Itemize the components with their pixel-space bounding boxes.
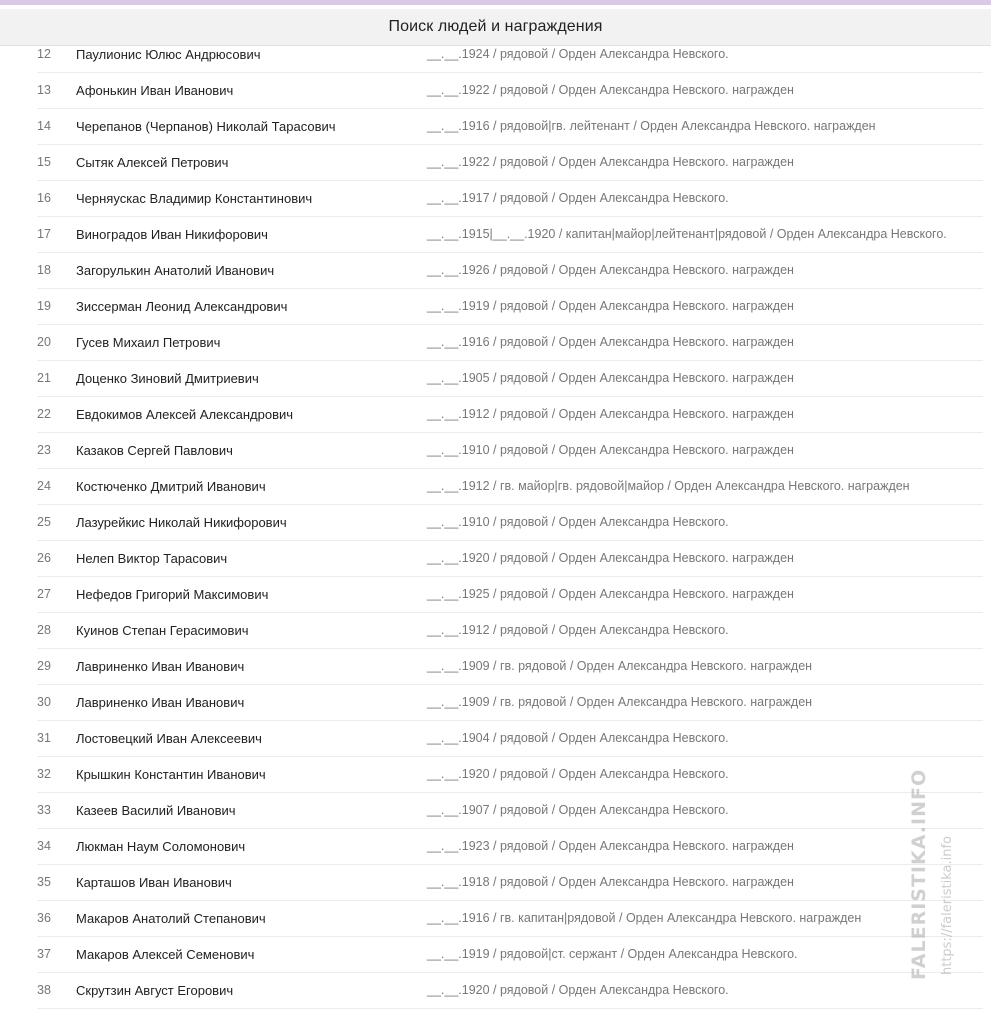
person-details: __.__.1904 / рядовой / Орден Александра Невского. <box>427 731 729 745</box>
person-name-link[interactable]: Загорулькин Анатолий Иванович <box>76 263 275 278</box>
list-item[interactable] <box>37 433 983 469</box>
row-number: 27 <box>37 587 51 601</box>
row-number: 33 <box>37 803 51 817</box>
person-details: __.__.1912 / рядовой / Орден Александра Невского. <box>427 623 729 637</box>
person-details: __.__.1910 / рядовой / Орден Александра Невского. <box>427 515 729 529</box>
list-item[interactable] <box>37 469 983 505</box>
row-number: 36 <box>37 911 51 925</box>
row-number: 21 <box>37 371 51 385</box>
person-details: __.__.1923 / рядовой / Орден Александра Невского. награжден <box>427 839 794 853</box>
person-details: __.__.1917 / рядовой / Орден Александра Невского. <box>427 191 729 205</box>
row-number: 13 <box>37 83 51 97</box>
list-item[interactable] <box>37 829 983 865</box>
row-number: 12 <box>37 47 51 61</box>
row-number: 32 <box>37 767 51 781</box>
row-number: 29 <box>37 659 51 673</box>
person-details: __.__.1916 / рядовой|гв. лейтенант / Орден Александра Невского. награжден <box>427 119 876 133</box>
row-number: 24 <box>37 479 51 493</box>
person-details: __.__.1916 / гв. капитан|рядовой / Орден Александра Невского. награжден <box>427 911 862 925</box>
results-list <box>37 37 983 1009</box>
row-number: 25 <box>37 515 51 529</box>
person-details: __.__.1919 / рядовой / Орден Александра Невского. награжден <box>427 299 794 313</box>
person-details: __.__.1916 / рядовой / Орден Александра Невского. награжден <box>427 335 794 349</box>
person-name-link[interactable]: Карташов Иван Иванович <box>76 875 232 890</box>
person-name-link[interactable]: Казеев Василий Иванович <box>76 803 236 818</box>
list-item[interactable] <box>37 937 983 973</box>
list-item[interactable] <box>37 325 983 361</box>
person-details: __.__.1910 / рядовой / Орден Александра Невского. награжден <box>427 443 794 457</box>
person-details: __.__.1912 / рядовой / Орден Александра Невского. награжден <box>427 407 794 421</box>
person-name-link[interactable]: Черепанов (Черпанов) Николай Тарасович <box>76 119 336 134</box>
row-number: 16 <box>37 191 51 205</box>
person-name-link[interactable]: Лостовецкий Иван Алексеевич <box>76 731 262 746</box>
row-number: 28 <box>37 623 51 637</box>
person-details: __.__.1924 / рядовой / Орден Александра Невского. <box>427 47 729 61</box>
page-header <box>0 9 991 46</box>
person-name-link[interactable]: Нелеп Виктор Тарасович <box>76 551 228 566</box>
person-name-link[interactable]: Лазурейкис Николай Никифорович <box>76 515 287 530</box>
list-item[interactable] <box>37 793 983 829</box>
list-item[interactable] <box>37 109 983 145</box>
person-name-link[interactable]: Гусев Михаил Петрович <box>76 335 221 350</box>
person-name-link[interactable]: Люкман Наум Соломонович <box>76 839 246 854</box>
row-number: 35 <box>37 875 51 889</box>
person-name-link[interactable]: Евдокимов Алексей Александрович <box>76 407 294 422</box>
person-details: __.__.1920 / рядовой / Орден Александра Невского. <box>427 983 729 997</box>
list-item[interactable] <box>37 901 983 937</box>
row-number: 23 <box>37 443 51 457</box>
person-name-link[interactable]: Макаров Алексей Семенович <box>76 947 255 962</box>
list-item[interactable] <box>37 253 983 289</box>
person-details: __.__.1925 / рядовой / Орден Александра Невского. награжден <box>427 587 794 601</box>
person-name-link[interactable]: Сытяк Алексей Петрович <box>76 155 229 170</box>
row-number: 15 <box>37 155 51 169</box>
watermark-url: https://faleristika.info <box>940 836 955 975</box>
list-item[interactable] <box>37 757 983 793</box>
list-item[interactable] <box>37 541 983 577</box>
row-number: 30 <box>37 695 51 709</box>
person-name-link[interactable]: Нефедов Григорий Максимович <box>76 587 269 602</box>
page-title: Поиск людей и награждения <box>388 18 603 35</box>
row-number: 38 <box>37 983 51 997</box>
list-item[interactable] <box>37 181 983 217</box>
person-name-link[interactable]: Костюченко Дмитрий Иванович <box>76 479 266 494</box>
person-name-link[interactable]: Зиссерман Леонид Александрович <box>76 299 288 314</box>
person-name-link[interactable]: Лавриненко Иван Иванович <box>76 659 245 674</box>
person-details: __.__.1909 / гв. рядовой / Орден Александра Невского. награжден <box>427 695 813 709</box>
row-number: 34 <box>37 839 51 853</box>
person-name-link[interactable]: Доценко Зиновий Дмитриевич <box>76 371 259 386</box>
row-number: 26 <box>37 551 51 565</box>
person-details: __.__.1922 / рядовой / Орден Александра Невского. награжден <box>427 83 794 97</box>
person-details: __.__.1926 / рядовой / Орден Александра Невского. награжден <box>427 263 794 277</box>
person-details: __.__.1915|__.__.1920 / капитан|майор|лейтенант|рядовой / Орден Александра Невского. <box>427 227 947 241</box>
person-details: __.__.1907 / рядовой / Орден Александра Невского. <box>427 803 729 817</box>
list-item[interactable] <box>37 865 983 901</box>
row-number: 31 <box>37 731 51 745</box>
list-item[interactable] <box>37 613 983 649</box>
person-name-link[interactable]: Лавриненко Иван Иванович <box>76 695 245 710</box>
person-name-link[interactable]: Крышкин Константин Иванович <box>76 767 266 782</box>
person-details: __.__.1905 / рядовой / Орден Александра Невского. награжден <box>427 371 794 385</box>
list-item[interactable] <box>37 73 983 109</box>
person-name-link[interactable]: Виноградов Иван Никифорович <box>76 227 268 242</box>
person-name-link[interactable]: Куинов Степан Герасимович <box>76 623 249 638</box>
list-item[interactable] <box>37 397 983 433</box>
row-number: 19 <box>37 299 51 313</box>
row-number: 37 <box>37 947 51 961</box>
row-number: 14 <box>37 119 51 133</box>
top-accent-bar <box>0 0 991 5</box>
person-details: __.__.1920 / рядовой / Орден Александра Невского. награжден <box>427 551 794 565</box>
person-name-link[interactable]: Скрутзин Август Егорович <box>76 983 234 998</box>
list-item[interactable] <box>37 361 983 397</box>
list-item[interactable] <box>37 145 983 181</box>
list-item[interactable] <box>37 685 983 721</box>
row-number: 17 <box>37 227 51 241</box>
list-item[interactable] <box>37 649 983 685</box>
list-item[interactable] <box>37 721 983 757</box>
person-details: __.__.1918 / рядовой / Орден Александра Невского. награжден <box>427 875 794 889</box>
row-number: 22 <box>37 407 51 421</box>
row-number: 20 <box>37 335 51 349</box>
person-details: __.__.1920 / рядовой / Орден Александра Невского. <box>427 767 729 781</box>
person-details: __.__.1909 / гв. рядовой / Орден Александра Невского. награжден <box>427 659 813 673</box>
list-item[interactable] <box>37 577 983 613</box>
person-name-link[interactable]: Паулионис Юлюс Андрюсович <box>76 47 261 62</box>
person-name-link[interactable]: Черняускас Владимир Константинович <box>76 191 313 206</box>
list-item[interactable] <box>37 505 983 541</box>
person-name-link[interactable]: Макаров Анатолий Степанович <box>76 911 266 926</box>
row-number: 18 <box>37 263 51 277</box>
person-name-link[interactable]: Афонькин Иван Иванович <box>76 83 234 98</box>
person-details: __.__.1912 / гв. майор|гв. рядовой|майор / Орден Александра Невского. награжден <box>427 479 910 493</box>
watermark-logo: FALERISTIKA.INFO <box>908 768 930 980</box>
list-item[interactable] <box>37 217 983 253</box>
person-name-link[interactable]: Казаков Сергей Павлович <box>76 443 233 458</box>
person-details: __.__.1922 / рядовой / Орден Александра Невского. награжден <box>427 155 794 169</box>
person-details: __.__.1919 / рядовой|ст. сержант / Орден Александра Невского. <box>427 947 798 961</box>
list-item[interactable] <box>37 289 983 325</box>
list-item[interactable] <box>37 973 983 1009</box>
